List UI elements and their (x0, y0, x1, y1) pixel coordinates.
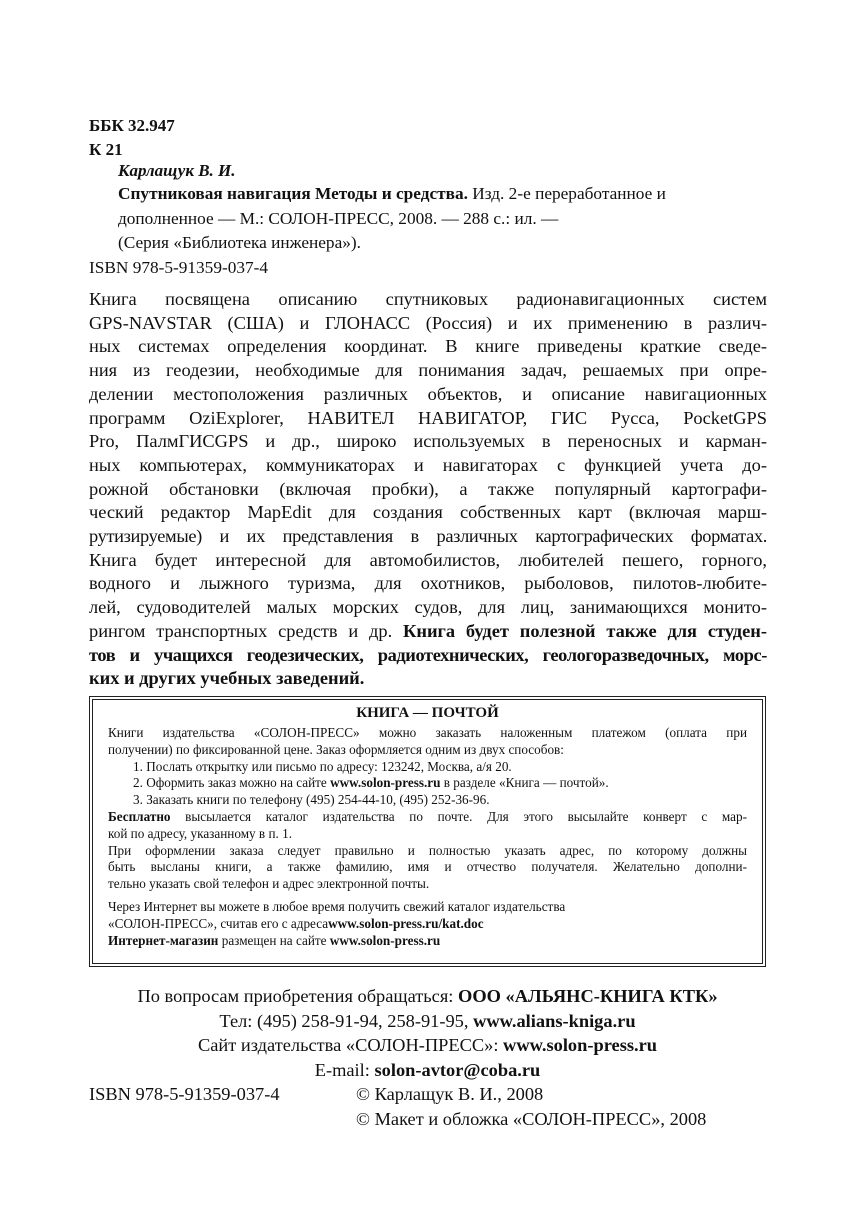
author-mark: К 21 (89, 140, 123, 159)
abstract-line: ния из геодезии, необходимые для понимания задач, решаемых при опре- (89, 360, 767, 381)
order-step-2-text: 2. Оформить заказ можно на сайте (133, 775, 331, 791)
contact-text: E-mail: (314, 1059, 375, 1080)
free-catalog-line-2: кой по адресу, указанному в п. 1. (108, 825, 292, 841)
abstract-line: рутизируемые) и их представления в различных картографических форматах. (89, 526, 767, 547)
shop-label: Интернет-магазин (108, 932, 219, 948)
contact-distributor (89, 984, 766, 1009)
order-box-title: КНИГА — ПОЧТОЙ (356, 705, 499, 721)
abstract-bold: тов и учащихся геодезических, радиотехнических, геологоразведочных, морс- (89, 644, 767, 665)
contact-text: Сайт издательства «СОЛОН-ПРЕСС»: (197, 1035, 504, 1055)
abstract-regular: рингом транспортных средств и др. (89, 620, 404, 641)
biblio-line-1 (118, 182, 764, 207)
book-title: Спутниковая навигация Методы и средства. (118, 184, 468, 203)
copyright-block (356, 1082, 706, 1131)
abstract-line-mixed (89, 620, 767, 644)
abstract-line: ных системах определения координат. В книге приведены краткие сведе- (89, 336, 767, 357)
order-step-2 (133, 775, 747, 792)
abstract-bold: ких и других учебных заведений. (89, 668, 365, 689)
order-step-2-tail: в разделе «Книга — почтой». (440, 775, 609, 791)
abstract-line: Книга посвящена описанию спутниковых радионавигационных систем (89, 289, 767, 309)
contact-text: По вопросам приобретения обращаться: (137, 986, 459, 1006)
contact-text: Тел: (495) 258-91-94, 258-91-95, (219, 1010, 474, 1031)
free-label: Бесплатно (108, 808, 171, 824)
free-catalog-line (108, 809, 747, 826)
shop-text: размещен на сайте (218, 932, 330, 948)
isbn-footer: ISBN 978-5-91359-037-4 (89, 1084, 280, 1104)
internet-shop-line (108, 933, 747, 950)
abstract-line: рожной обстановки (включая пробки), а также популярный картографи- (89, 478, 767, 499)
email-link[interactable]: solon-avtor@coba.ru (374, 1059, 541, 1080)
order-step-3: 3. Заказать книги по телефону (495) 254-44-10, (495) 252-36-96. (133, 792, 490, 808)
contact-phone (89, 1009, 766, 1034)
abstract-line: лей, судоводителей малых морских судов, для лиц, занимающихся монито- (89, 597, 767, 618)
abstract-line: делении местоположения различных объектов, и описание навигационных (89, 383, 767, 404)
order-step-1: 1. Послать открытку или письмо по адресу: 123242, Москва, а/я 20. (133, 758, 512, 774)
abstract-line-bold (89, 667, 767, 691)
distributor-name: ООО «АЛЬЯНС-КНИГА КТК» (458, 986, 718, 1006)
order-intro-line: получении) по фиксированной цене. Заказ оформляется одним из двух способов: (108, 741, 564, 757)
solon-site-link[interactable]: www.solon-press.ru (330, 775, 441, 791)
abstract-bold: Книга будет полезной также для студен- (403, 620, 767, 641)
order-note-line: При оформлении заказа следует правильно и полностью указать адрес, по которому должны (108, 842, 747, 858)
internet-catalog-line: Через Интернет вы можете в любое время получить свежий каталог издательства (108, 898, 566, 914)
abstract-line: ных компьютерах, коммуникаторах и навигаторах с функцией учета до- (89, 454, 767, 475)
copyright-author: © Карлащук В. И., 2008 (356, 1084, 544, 1104)
biblio-line-3: (Серия «Библиотека инженера»). (118, 233, 361, 252)
order-intro-line: Книги издательства «СОЛОН-ПРЕСС» можно заказать наложенным платежом (оплата при (108, 725, 747, 740)
internet-catalog-text: «СОЛОН-ПРЕСС», считав его с адреса (108, 915, 329, 931)
abstract-line: GPS-NAVSTAR (США) и ГЛОНАСС (Россия) и их применению в различ- (89, 312, 767, 333)
internet-catalog-line-2 (108, 916, 747, 933)
contact-publisher-site (89, 1033, 766, 1058)
order-box-inner (92, 699, 763, 964)
abstract (89, 288, 767, 691)
abstract-line: Pro, ПалмГИСGPS и др., широко используемых в переносных и карман- (89, 431, 767, 452)
order-note-line: быть высланы книги, а также фамилию, имя и отчество получателя. Желательно дополни- (108, 859, 747, 875)
publisher-site-link[interactable]: www.solon-press.ru (503, 1035, 658, 1055)
abstract-line: Книга будет интересной для автомобилистов, любителей пешего, горного, (89, 549, 767, 570)
order-by-mail-box (89, 696, 766, 967)
catalog-link[interactable]: www.solon-press.ru/kat.doc (328, 915, 484, 931)
edition-info: Изд. 2-е переработанное и (467, 184, 666, 203)
shop-link[interactable]: www.solon-press.ru (329, 932, 441, 948)
author-name: Карлащук В. И. (118, 161, 236, 180)
isbn-header: ISBN 978-5-91359-037-4 (89, 258, 269, 277)
order-note-line: тельно указать свой телефон и адрес электронной почты. (108, 876, 430, 892)
bbk-block (89, 114, 175, 162)
biblio-line-2: дополненное — М.: СОЛОН-ПРЕСС, 2008. — 288 с.: ил. — (118, 208, 559, 228)
free-text: высылается каталог издательства по почте. Для этого высылайте конверт с мар- (170, 808, 747, 824)
abstract-line: программ OziExplorer, НАВИТЕЛ НАВИГАТОР, ГИС Русса, PocketGPS (89, 407, 767, 428)
abstract-line: ческий редактор MapEdit для создания собственных карт (включая марш- (89, 502, 767, 523)
order-steps (108, 759, 747, 809)
abstract-line-bold (89, 644, 767, 668)
copyright-publisher: © Макет и обложка «СОЛОН-ПРЕСС», 2008 (356, 1108, 707, 1129)
abstract-line: водного и лыжного туризма, для охотников, рыболовов, пилотов-любите- (89, 573, 767, 594)
contacts-block (89, 984, 766, 1082)
distributor-site-link[interactable]: www.alians-kniga.ru (473, 1010, 636, 1031)
bbk-code: ББК 32.947 (89, 116, 175, 135)
contact-email (89, 1058, 766, 1083)
bibliographic-record (118, 182, 764, 256)
